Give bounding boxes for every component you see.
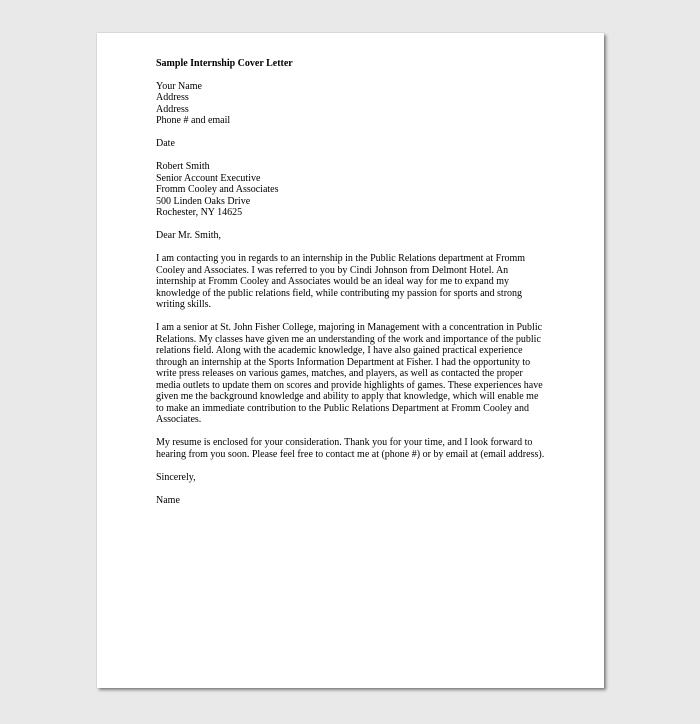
document-page bbox=[97, 33, 604, 688]
signature-name: Name bbox=[156, 494, 180, 506]
paragraph-line: through an internship at the Sports Information Department at Fisher. I had the opportunity to bbox=[156, 356, 531, 368]
letter-date: Date bbox=[156, 138, 175, 149]
paragraph-line: to make an immediate contribution to the Public Relations Department at Fromm Cooley and bbox=[156, 402, 529, 414]
salutation-text: Dear Mr. Smith, bbox=[156, 230, 221, 241]
sender-address-line-2: Address bbox=[156, 103, 189, 115]
sender-address-line-1: Address bbox=[156, 92, 189, 103]
paragraph-line: I am contacting you in regards to an internship in the Public Relations department at Fromm bbox=[156, 253, 526, 264]
recipient-company: Fromm Cooley and Associates bbox=[156, 184, 279, 195]
recipient-block bbox=[156, 161, 548, 219]
paragraph-line: relations field. Along with the academic knowledge, I have also gained practical experience bbox=[156, 345, 523, 356]
paragraph-line: I am a senior at St. John Fisher College, majoring in Management with a concentration in Public bbox=[156, 322, 543, 333]
paragraph-line: given me the background knowledge and ability to apply that knowledge, which will enable me bbox=[156, 391, 539, 402]
sender-contact: Phone # and email bbox=[156, 115, 231, 126]
recipient-name: Robert Smith bbox=[156, 161, 210, 172]
paragraph-line: Relations. My classes have given me an understanding of the work and importance of the public bbox=[156, 333, 541, 345]
paragraph-line: Cooley and Associates. I was referred to you by Cindi Johnson from Delmont Hotel. An bbox=[156, 264, 509, 276]
recipient-street: 500 Linden Oaks Drive bbox=[156, 195, 251, 207]
paragraph-line: hearing from you soon. Please feel free to contact me at (phone #) or by email at (email address). bbox=[156, 448, 545, 460]
letter-content bbox=[156, 58, 548, 518]
sender-name: Your Name bbox=[156, 80, 202, 92]
recipient-city: Rochester, NY 14625 bbox=[156, 207, 243, 218]
paragraph-line: knowledge of the public relations field, while contributing my passion for sports and strong bbox=[156, 287, 523, 299]
paragraph-line: write press releases on various games, matches, and players, as well as contacted the proper bbox=[156, 368, 523, 379]
date-block bbox=[156, 138, 548, 150]
paragraph-line: My resume is enclosed for your consideration. Thank you for your time, and I look forward to bbox=[156, 437, 533, 448]
document-title: Sample Internship Cover Letter bbox=[156, 58, 293, 69]
salutation bbox=[156, 230, 548, 242]
body-paragraph-1 bbox=[156, 253, 548, 311]
recipient-position: Senior Account Executive bbox=[156, 172, 261, 184]
paragraph-line: internship at Fromm Cooley and Associates would be an ideal way for me to expand my bbox=[156, 276, 509, 287]
paragraph-line: Associates. bbox=[156, 414, 202, 425]
signature bbox=[156, 495, 548, 507]
sender-block bbox=[156, 81, 548, 127]
closing-text: Sincerely, bbox=[156, 471, 196, 483]
paragraph-line: writing skills. bbox=[156, 299, 212, 310]
body-paragraph-2 bbox=[156, 322, 548, 426]
body-paragraph-3 bbox=[156, 437, 548, 460]
closing bbox=[156, 472, 548, 484]
paragraph-line: media outlets to update them on scores and provide highlights of games. These experiences have bbox=[156, 379, 543, 391]
